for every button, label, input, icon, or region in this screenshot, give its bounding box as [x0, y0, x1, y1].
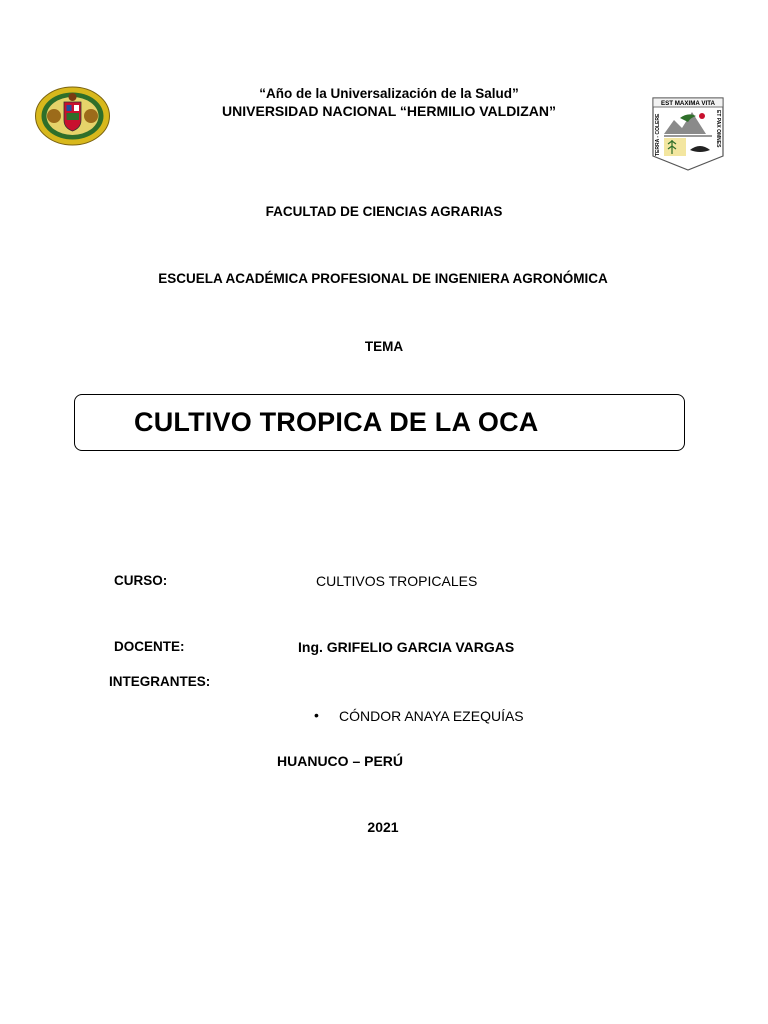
year-motto: “Año de la Universalización de la Salud”	[259, 86, 519, 101]
members-label: INTEGRANTES:	[109, 674, 211, 689]
teacher-label: DOCENTE:	[114, 639, 185, 654]
shield-banner-text: EST MAXIMA VITA	[661, 100, 715, 108]
topic-title-box	[74, 394, 685, 451]
shield-right-text: ET PAX OMNES	[715, 110, 721, 148]
university-name: UNIVERSIDAD NACIONAL “HERMILIO VALDIZAN”	[222, 103, 556, 119]
faculty-name: FACULTAD DE CIENCIAS AGRARIAS	[265, 204, 503, 219]
teacher-value: Ing. GRIFELIO GARCIA VARGAS	[298, 639, 515, 655]
member-item: CÓNDOR ANAYA EZEQUÍAS	[339, 708, 524, 724]
member-bullet: •	[314, 707, 319, 723]
course-value: CULTIVOS TROPICALES	[316, 573, 478, 589]
document-year: 2021	[367, 819, 399, 835]
school-name: ESCUELA ACADÉMICA PROFESIONAL DE INGENIERA AGRONÓMICA	[158, 271, 608, 286]
topic-title: CULTIVO TROPICA DE LA OCA	[134, 407, 539, 437]
course-label: CURSO:	[114, 573, 168, 588]
shield-left-text: TERRA - COLERE	[655, 113, 661, 156]
topic-label: TEMA	[364, 339, 404, 354]
location: HUANUCO – PERÚ	[277, 753, 404, 769]
